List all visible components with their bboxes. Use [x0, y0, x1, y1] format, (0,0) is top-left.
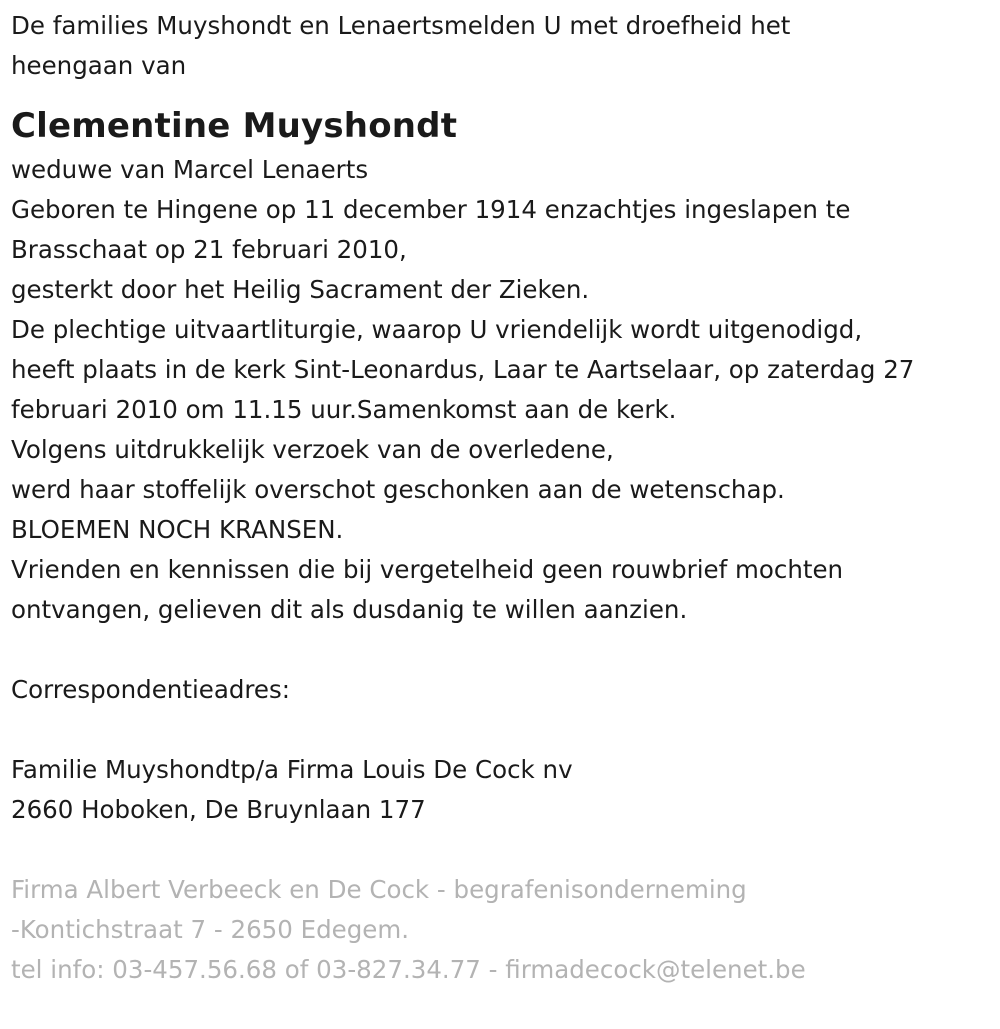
- notice-body: [11, 150, 990, 630]
- body-line: ontvangen, gelieven dit als dusdanig te willen aanzien.: [11, 595, 688, 624]
- body-line: Volgens uitdrukkelijk verzoek van de overledene,: [11, 435, 614, 464]
- spacer: [11, 710, 990, 750]
- intro-line: De families Muyshondt en Lenaertsmelden U met droefheid het: [11, 11, 791, 40]
- body-line: heeft plaats in de kerk Sint-Leonardus, Laar te Aartselaar, op zaterdag 27: [11, 355, 915, 384]
- deceased-name: Clementine Muyshondt: [11, 106, 458, 146]
- address-line: Familie Muyshondtp/a Firma Louis De Cock nv: [11, 755, 573, 784]
- body-line: februari 2010 om 11.15 uur.Samenkomst aan de kerk.: [11, 395, 677, 424]
- address-line: 2660 Hoboken, De Bruynlaan 177: [11, 795, 426, 824]
- body-line: Vrienden en kennissen die bij vergetelheid geen rouwbrief mochten: [11, 555, 844, 584]
- body-line: Geboren te Hingene op 11 december 1914 enzachtjes ingeslapen te: [11, 195, 851, 224]
- body-line: Brasschaat op 21 februari 2010,: [11, 235, 407, 264]
- body-line: weduwe van Marcel Lenaerts: [11, 155, 369, 184]
- body-line: De plechtige uitvaartliturgie, waarop U vriendelijk wordt uitgenodigd,: [11, 315, 863, 344]
- spacer: [11, 830, 990, 870]
- footer-line: -Kontichstraat 7 - 2650 Edegem.: [11, 915, 410, 944]
- footer-line: Firma Albert Verbeeck en De Cock - begrafenisonderneming: [11, 875, 747, 904]
- footer-contact-line: tel info: 03-457.56.68 of 03-827.34.77 - firmadecock@telenet.be: [11, 955, 806, 984]
- body-line: gesterkt door het Heilig Sacrament der Zieken.: [11, 275, 590, 304]
- intro-line: heengaan van: [11, 51, 187, 80]
- correspondence-label: Correspondentieadres:: [11, 675, 291, 704]
- correspondence-address: [11, 750, 990, 830]
- spacer: [11, 630, 990, 670]
- funeral-home-footer: [11, 870, 990, 990]
- body-line: werd haar stoffelijk overschot geschonken aan de wetenschap.: [11, 475, 785, 504]
- body-line: BLOEMEN NOCH KRANSEN.: [11, 515, 344, 544]
- intro-paragraph: [11, 6, 990, 86]
